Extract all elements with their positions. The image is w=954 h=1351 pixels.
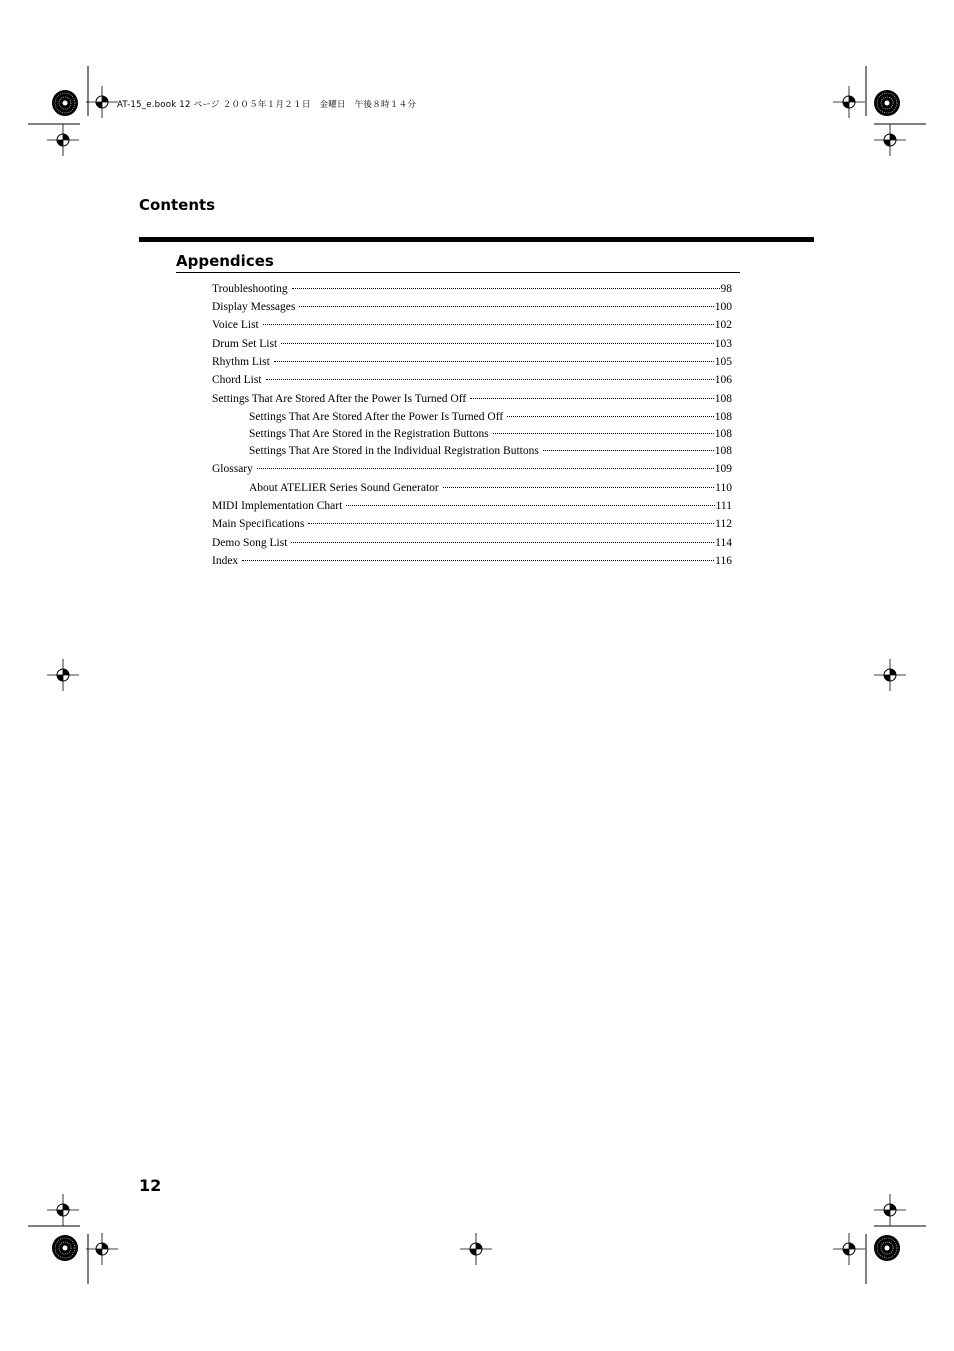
toc-entry-title: Settings That Are Stored in the Individual Registration Buttons: [249, 445, 539, 457]
toc-entry-title: Settings That Are Stored After the Power Is Turned Off: [212, 393, 467, 405]
toc-entry-title: Rhythm List: [212, 356, 270, 368]
toc-entry-title: Drum Set List: [212, 338, 278, 350]
toc-leader: [543, 450, 714, 451]
toc-entry-title: Settings That Are Stored After the Power Is Turned Off: [249, 411, 504, 423]
toc-entry[interactable]: [212, 299, 732, 315]
toc-entry-page: 108: [714, 411, 732, 423]
toc-entry-title: About ATELIER Series Sound Generator: [249, 482, 439, 494]
toc-entry-page: 112: [715, 518, 732, 530]
toc-subentry[interactable]: [249, 480, 732, 496]
toc-leader: [266, 379, 714, 380]
toc-leader: [242, 560, 714, 561]
toc-leader: [308, 523, 714, 524]
toc-entry-title: Demo Song List: [212, 537, 288, 549]
page-number: 12: [139, 1176, 162, 1195]
toc-leader: [291, 542, 714, 543]
toc-entry[interactable]: [212, 553, 732, 569]
toc-entry-page: 108: [714, 393, 732, 405]
toc-entry-page: 105: [714, 356, 732, 368]
toc-entry[interactable]: [212, 391, 732, 407]
toc-leader: [507, 416, 714, 417]
toc-entry-page: 100: [714, 301, 732, 313]
toc-leader: [299, 306, 713, 307]
chapter-rule: [176, 272, 740, 273]
toc-leader: [346, 505, 714, 506]
toc-entry-page: 116: [715, 555, 732, 567]
toc-entry[interactable]: [212, 281, 732, 297]
toc-entry[interactable]: [212, 461, 732, 477]
toc-subentry[interactable]: [249, 409, 732, 425]
header-rule: [139, 237, 814, 242]
section-label: Contents: [139, 196, 216, 214]
toc-leader: [263, 324, 714, 325]
toc-entry-page: 98: [720, 283, 732, 295]
toc-entry-page: 108: [714, 428, 732, 440]
toc-entry-page: 114: [715, 537, 732, 549]
toc-leader: [281, 343, 714, 344]
toc-entry[interactable]: [212, 372, 732, 388]
toc-entry-title: MIDI Implementation Chart: [212, 500, 343, 512]
toc-leader: [470, 398, 714, 399]
toc-entry-title: Chord List: [212, 374, 262, 386]
toc-entry-title: Glossary: [212, 463, 253, 475]
toc-entry-page: 102: [714, 319, 732, 331]
toc-subentry[interactable]: [249, 426, 732, 442]
toc-leader: [274, 361, 714, 362]
toc-entry-title: Main Specifications: [212, 518, 305, 530]
toc-entry-title: Settings That Are Stored in the Registration Buttons: [249, 428, 489, 440]
toc-entry-page: 111: [715, 500, 732, 512]
toc-entry-title: Index: [212, 555, 239, 567]
toc-entry[interactable]: [212, 535, 732, 551]
toc-entry[interactable]: [212, 498, 732, 514]
toc-entry-page: 109: [714, 463, 732, 475]
toc-entry[interactable]: [212, 336, 732, 352]
toc-leader: [493, 433, 714, 434]
toc-entry[interactable]: [212, 516, 732, 532]
chapter-title: Appendices: [176, 252, 274, 270]
toc-entry-page: 110: [715, 482, 732, 494]
toc-leader: [443, 487, 714, 488]
toc-entry-title: Display Messages: [212, 301, 296, 313]
toc-subentry[interactable]: [249, 443, 732, 459]
toc-entry-title: Troubleshooting: [212, 283, 288, 295]
print-slug-line: AT-15_e.book 12 ページ ２００５年１月２１日 金曜日 午後８時１４分: [117, 100, 417, 110]
toc-leader: [292, 288, 720, 289]
toc-entry-title: Voice List: [212, 319, 259, 331]
toc-entry[interactable]: [212, 354, 732, 370]
toc-entry[interactable]: [212, 317, 732, 333]
toc-entry-page: 106: [714, 374, 732, 386]
toc-leader: [257, 468, 714, 469]
toc-entry-page: 108: [714, 445, 732, 457]
toc-entry-page: 103: [714, 338, 732, 350]
